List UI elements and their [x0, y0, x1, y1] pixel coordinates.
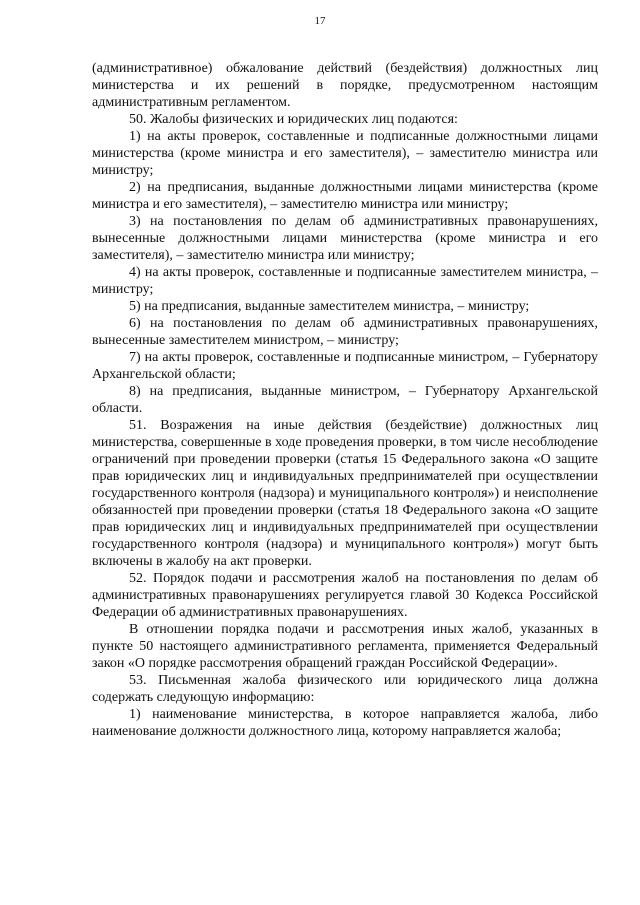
- paragraph-51: 51. Возражения на иные действия (бездействие) должностных лиц министерства, совершенные в ходе проведения проверки, в том числе несоблюдение ограничений при проведении проверки (статья 15 Федерального закона «О защите прав юридических лиц и индивидуальных предпринимателей при осуществлении государственного контроля (надзора) и муниципального контроля») и неисполнение обязанностей при проведении проверки (статья 18 Федерального закона «О защите прав юридических лиц и индивидуальных предпринимателей при осуществлении государственного контроля (надзора) и муниципального контроля») могут быть включены в жалобу на акт проверки.: [92, 418, 598, 569]
- paragraph-52: 52. Порядок подачи и рассмотрения жалоб на постановления по делам об административных правонарушениях регулируется главой 30 Кодекса Российской Федерации об административных правонарушениях.: [92, 571, 598, 620]
- list-item-50-5: 5) на предписания, выданные заместителем министра, – министру;: [129, 299, 530, 314]
- list-item-53-1: 1) наименование министерства, в которое направляется жалоба, либо наименование должности должностного лица, которому направляется жалоба;: [92, 707, 598, 739]
- paragraph-52-continuation: В отношении порядка подачи и рассмотрения иных жалоб, указанных в пункте 50 настоящего административного регламента, применяется Федеральный закон «О порядке рассмотрения обращений граждан Российской Федерации».: [92, 622, 598, 671]
- paragraph-53: 53. Письменная жалоба физического или юридического лица должна содержать следующую информацию:: [92, 673, 598, 705]
- list-item-50-6: 6) на постановления по делам об административных правонарушениях, вынесенные заместителем министром, – министру;: [92, 316, 598, 348]
- list-item-50-4: 4) на акты проверок, составленные и подписанные заместителем министра, – министру;: [92, 265, 598, 297]
- page-number: 17: [314, 15, 326, 27]
- document-body: [92, 60, 598, 740]
- list-item-50-1: 1) на акты проверок, составленные и подписанные должностными лицами министерства (кроме министра и его заместителя), – заместителю министра или министру;: [92, 129, 598, 178]
- paragraph-continuation: (административное) обжалование действий (бездействия) должностных лиц министерства и их решений в порядке, предусмотренном настоящим административным регламентом.: [92, 61, 598, 110]
- paragraph-50: 50. Жалобы физических и юридических лиц подаются:: [129, 112, 458, 127]
- list-item-50-8: 8) на предписания, выданные министром, – Губернатору Архангельской области.: [92, 384, 598, 416]
- list-item-50-3: 3) на постановления по делам об административных правонарушениях, вынесенные должностными лицами министерства (кроме министра и его заместителя), – заместителю министра или министру;: [92, 214, 598, 263]
- list-item-50-2: 2) на предписания, выданные должностными лицами министерства (кроме министра и его заместителя), – заместителю министра или министру;: [92, 180, 598, 212]
- list-item-50-7: 7) на акты проверок, составленные и подписанные министром, – Губернатору Архангельской области;: [92, 350, 598, 382]
